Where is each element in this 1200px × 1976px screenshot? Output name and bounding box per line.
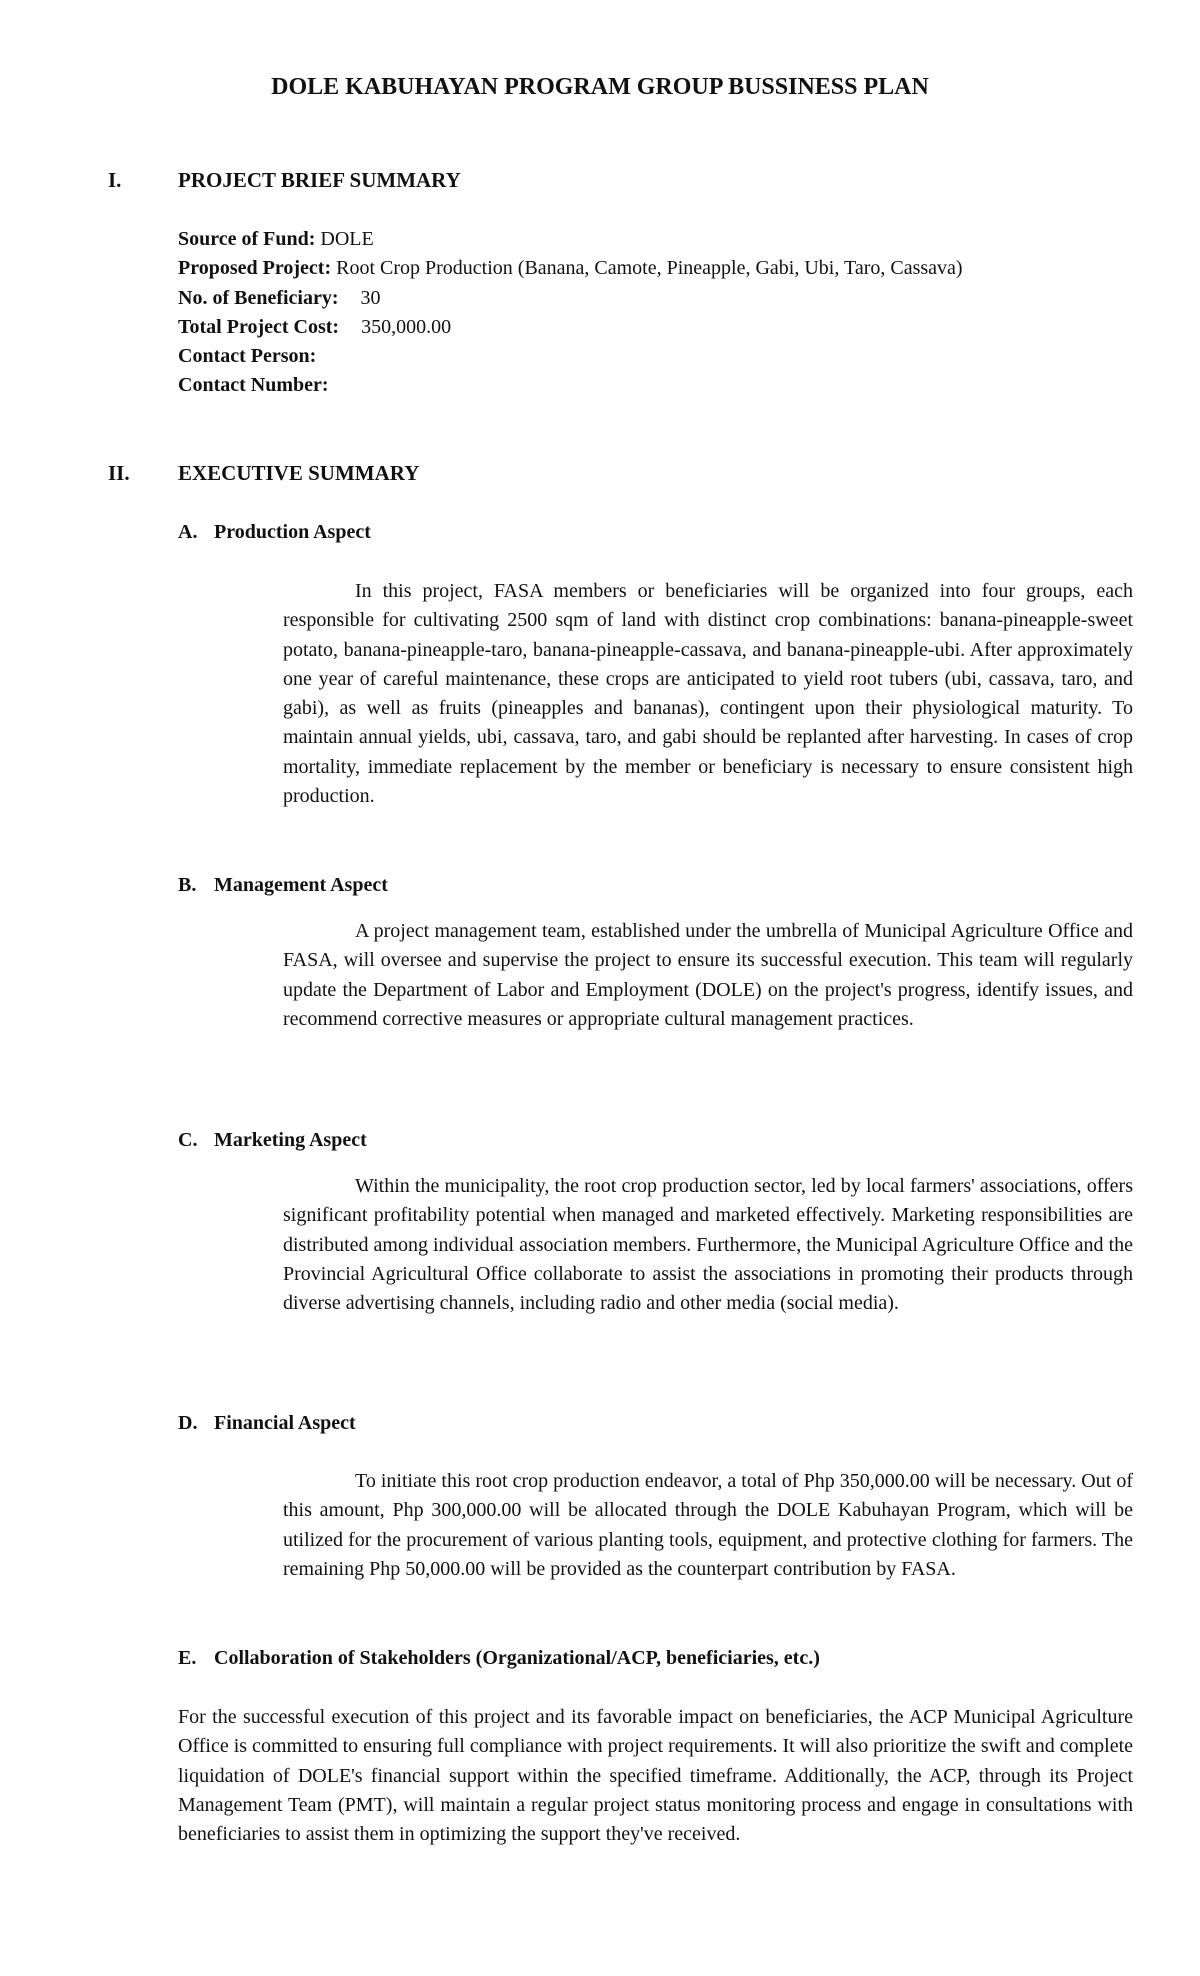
summary-label: No. of Beneficiary:: [178, 287, 339, 309]
subsection-title: Collaboration of Stakeholders (Organizational/ACP, beneficiaries, etc.): [214, 1647, 820, 1669]
marketing-aspect-paragraph: Within the municipality, the root crop production sector, led by local farmers' associations, offers significant profitability potential when managed and marketed effectively. Marketing responsibilities are distributed among individual association members. Furthermore, the Municipal Agriculture Office and the Provincial Agricultural Office collaborate to assist the associations in promoting their products through diverse advertising channels, including radio and other media (social media).: [283, 1175, 1133, 1315]
summary-value: DOLE: [320, 228, 374, 250]
subsection-letter: C.: [178, 1129, 198, 1151]
summary-row-proposed-project: [178, 254, 963, 283]
section-2-number: II.: [108, 461, 130, 485]
summary-row-source-of-fund: [178, 225, 374, 254]
summary-value: Root Crop Production (Banana, Camote, Pineapple, Gabi, Ubi, Taro, Cassava): [336, 257, 963, 279]
subsection-letter: A.: [178, 521, 198, 543]
subsection-d-heading: [178, 1409, 356, 1438]
management-aspect-paragraph: A project management team, established under the umbrella of Municipal Agriculture Office and FASA, will oversee and supervise the project to ensure its successful execution. This team will regularly update the Department of Labor and Employment (DOLE) on the project's progress, identify issues, and recommend corrective measures or appropriate cultural management practices.: [283, 920, 1133, 1030]
summary-label: Proposed Project:: [178, 257, 332, 279]
subsection-letter: E.: [178, 1647, 197, 1669]
document-title: DOLE KABUHAYAN PROGRAM GROUP BUSSINESS PLAN: [271, 74, 929, 100]
subsection-title: Production Aspect: [214, 521, 371, 543]
summary-label: Contact Number:: [178, 374, 329, 396]
section-1-heading: PROJECT BRIEF SUMMARY: [178, 168, 461, 192]
section-1-number: I.: [108, 168, 122, 192]
subsection-title: Marketing Aspect: [214, 1129, 367, 1151]
summary-label: Source of Fund:: [178, 228, 316, 250]
summary-row-contact-number: [178, 371, 329, 400]
summary-value: 350,000.00: [361, 316, 452, 338]
summary-row-contact-person: [178, 342, 316, 371]
stakeholder-collaboration-paragraph: For the successful execution of this project and its favorable impact on beneficiaries, the ACP Municipal Agriculture Office is committed to ensuring full compliance with project requirements. It will also prioritize the swift and complete liquidation of DOLE's financial support within the specified timeframe. Additionally, the ACP, through its Project Management Team (PMT), will maintain a regular project status monitoring process and engage in consultations with beneficiaries to assist them in optimizing the support they've received.: [178, 1706, 1133, 1846]
subsection-letter: D.: [178, 1412, 198, 1434]
section-2-heading: EXECUTIVE SUMMARY: [178, 461, 420, 485]
financial-aspect-paragraph: To initiate this root crop production endeavor, a total of Php 350,000.00 will be necessary. Out of this amount, Php 300,000.00 will be allocated through the DOLE Kabuhayan Program, which will be utilized for the procurement of various planting tools, equipment, and protective clothing for farmers. The remaining Php 50,000.00 will be provided as the counterpart contribution by FASA.: [283, 1470, 1133, 1580]
summary-label: Total Project Cost:: [178, 316, 340, 338]
summary-row-total-project-cost: [178, 313, 451, 342]
summary-label: Contact Person:: [178, 345, 317, 367]
subsection-title: Management Aspect: [214, 874, 388, 896]
subsection-b-heading: [178, 871, 388, 900]
summary-value: 30: [360, 287, 381, 309]
subsection-a-heading: [178, 518, 371, 547]
production-aspect-paragraph: In this project, FASA members or beneficiaries will be organized into four groups, each responsible for cultivating 2500 sqm of land with distinct crop combinations: banana-pineapple-sweet potato, banana-pineapple-taro, banana-pineapple-cassava, and banana-pineapple-ubi. After approximately one year of careful maintenance, these crops are anticipated to yield root tubers (ubi, cassava, taro, and gabi), as well as fruits (pineapples and bananas), contingent upon their physiological maturity. To maintain annual yields, ubi, cassava, taro, and gabi should be replanted after harvesting. In cases of crop mortality, immediate replacement by the member or beneficiary is necessary to ensure consistent high production.: [283, 580, 1133, 808]
subsection-e-heading: [178, 1644, 820, 1673]
subsection-c-heading: [178, 1126, 367, 1155]
subsection-letter: B.: [178, 874, 197, 896]
subsection-title: Financial Aspect: [214, 1412, 356, 1434]
summary-row-beneficiary-count: [178, 284, 381, 313]
